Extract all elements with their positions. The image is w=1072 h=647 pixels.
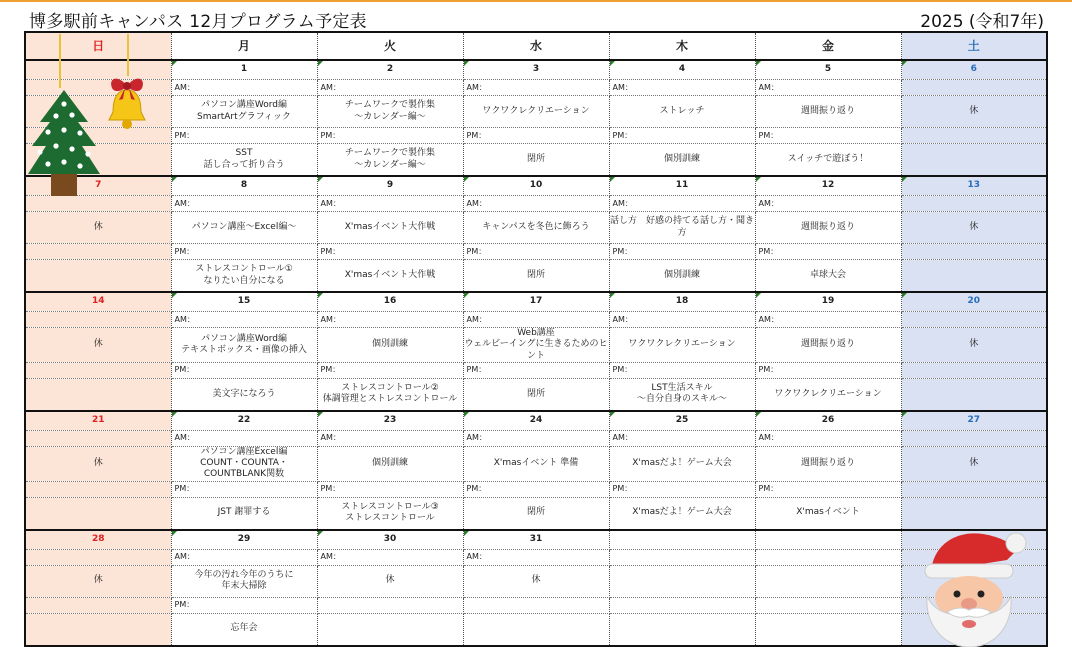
am-program: 休 [901,446,1047,481]
pm-label-row [25,597,1047,613]
pm-program: 忘年会 [171,613,317,646]
am-program: ワクワクレクリエーション [463,96,609,128]
weekday-header: 月 [171,32,317,60]
pm-program: 閉所 [463,378,609,411]
pm-program [901,378,1047,411]
day-number [901,530,1047,550]
am-program [609,565,755,597]
pm-program [901,613,1047,646]
pm-program: LST生活スキル ～自分自身のスキル～ [609,378,755,411]
pm-label: PM： [463,244,609,260]
day-number: 25 [609,411,755,431]
pm-program: ストレスコントロール① なりたい自分になる [171,260,317,293]
cell-comment-marker [172,293,177,298]
pm-program: X'masイベント大作戦 [317,260,463,293]
cell-comment-marker [902,293,907,298]
date-row [25,60,1047,80]
pm-program [25,497,171,530]
day-number: 8 [171,176,317,196]
am-label: AM： [171,430,317,446]
am-program: パソコン講座Word編 テキストボックス・画像の挿入 [171,328,317,363]
pm-label: PM： [317,244,463,260]
am-label [25,549,171,565]
cell-comment-marker [902,61,907,66]
day-number: 18 [609,292,755,312]
am-label: AM： [317,80,463,96]
pm-program: 卓球大会 [755,260,901,293]
am-program: 休 [463,565,609,597]
weekday-header: 水 [463,32,609,60]
am-program: ワクワクレクリエーション [609,328,755,363]
calendar-table [24,31,1048,647]
pm-program [25,378,171,411]
date-row [25,411,1047,431]
date-row [25,530,1047,550]
am-label: AM： [317,430,463,446]
am-label: AM： [463,549,609,565]
am-label: AM： [463,80,609,96]
pm-program: チームワークで製作集 ～カレンダー編～ [317,144,463,177]
am-program: パソコン講座Word編 SmartArtグラフィック [171,96,317,128]
pm-label [25,597,171,613]
am-label-row [25,196,1047,212]
pm-program: JST 謝罪する [171,497,317,530]
pm-label [25,362,171,378]
am-program: X'masイベント 準備 [463,446,609,481]
am-label: AM： [463,196,609,212]
calendar-body [25,32,1047,646]
day-number: 13 [901,176,1047,196]
am-label [25,430,171,446]
pm-label [901,481,1047,497]
am-label [901,430,1047,446]
pm-program: スイッチで遊ぼう！ [755,144,901,177]
cell-comment-marker [902,177,907,182]
cell-comment-marker [756,412,761,417]
am-label-row [25,80,1047,96]
cell-comment-marker [172,412,177,417]
pm-label: PM： [317,128,463,144]
pm-program [25,613,171,646]
pm-label: PM： [755,244,901,260]
pm-label: PM： [171,244,317,260]
pm-label-row [25,362,1047,378]
pm-label: PM： [171,481,317,497]
pm-program [901,497,1047,530]
pm-program [25,260,171,293]
cell-comment-marker [172,531,177,536]
am-label: AM： [171,196,317,212]
pm-label [25,481,171,497]
pm-program-row [25,497,1047,530]
am-label [25,80,171,96]
pm-program [901,260,1047,293]
cell-comment-marker [318,293,323,298]
am-program: 週間振り返り [755,212,901,244]
pm-label-row [25,244,1047,260]
pm-program-row [25,378,1047,411]
am-label-row [25,549,1047,565]
pm-program: SST 話し合って折り合う [171,144,317,177]
cell-comment-marker [610,412,615,417]
am-program: 休 [901,212,1047,244]
cell-comment-marker [756,61,761,66]
pm-label [609,597,755,613]
cell-comment-marker [318,531,323,536]
date-row [25,176,1047,196]
am-program: チームワークで製作集 ～カレンダー編～ [317,96,463,128]
day-number: 15 [171,292,317,312]
pm-label [901,362,1047,378]
pm-program-row [25,260,1047,293]
day-number: 17 [463,292,609,312]
pm-program: 閉所 [463,497,609,530]
pm-label: PM： [317,362,463,378]
weekday-header: 土 [901,32,1047,60]
day-number: 29 [171,530,317,550]
am-label: AM： [755,430,901,446]
pm-program-row [25,144,1047,177]
day-number: 30 [317,530,463,550]
cell-comment-marker [464,61,469,66]
am-program: 休 [25,446,171,481]
pm-label: PM： [171,362,317,378]
day-number: 26 [755,411,901,431]
day-number: 2 [317,60,463,80]
weekday-header: 火 [317,32,463,60]
am-program-row [25,565,1047,597]
pm-program: 閉所 [463,260,609,293]
am-label: AM： [755,196,901,212]
am-label [609,549,755,565]
cell-comment-marker [902,412,907,417]
pm-label [25,128,171,144]
year-label: 2025 (令和7年) [920,12,1044,32]
am-program-row [25,212,1047,244]
day-number: 11 [609,176,755,196]
weekday-header: 日 [25,32,171,60]
pm-program: 美文字になろう [171,378,317,411]
weekday-header-row [25,32,1047,60]
am-label: AM： [171,549,317,565]
am-label: AM： [171,80,317,96]
cell-comment-marker [464,293,469,298]
pm-program: X'masイベント [755,497,901,530]
pm-label: PM： [463,362,609,378]
am-program: 話し方 好感の持てる話し方・聞き方 [609,212,755,244]
day-number [755,530,901,550]
pm-label: PM： [463,481,609,497]
pm-label: PM： [609,244,755,260]
pm-label [901,244,1047,260]
am-program [25,96,171,128]
am-program: パソコン講座Excel編 COUNT・COUNTA・COUNTBLANK関数 [171,446,317,481]
date-row [25,292,1047,312]
pm-program [463,613,609,646]
pm-label: PM： [609,362,755,378]
pm-program: ストレスコントロール③ ストレスコントロール [317,497,463,530]
pm-label-row [25,481,1047,497]
cell-comment-marker [172,61,177,66]
day-number: 4 [609,60,755,80]
day-number: 20 [901,292,1047,312]
pm-program: 閉所 [463,144,609,177]
am-program: ストレッチ [609,96,755,128]
day-number: 28 [25,530,171,550]
pm-label: PM： [317,481,463,497]
am-program: パソコン講座～Excel編～ [171,212,317,244]
day-number: 27 [901,411,1047,431]
am-program: 休 [901,96,1047,128]
am-label-row [25,430,1047,446]
pm-program: ワクワクレクリエーション [755,378,901,411]
am-label: AM： [317,312,463,328]
day-number: 21 [25,411,171,431]
am-program: 今年の汚れ今年のうちに 年末大掃除 [171,565,317,597]
am-label: AM： [609,80,755,96]
pm-label: PM： [755,481,901,497]
am-label: AM： [755,80,901,96]
am-label [25,312,171,328]
am-label: AM： [755,312,901,328]
day-number: 3 [463,60,609,80]
cell-comment-marker [318,177,323,182]
am-program: 休 [901,328,1047,363]
am-program: 休 [25,212,171,244]
am-program: 個別訓練 [317,446,463,481]
am-label [901,549,1047,565]
am-program-row [25,96,1047,128]
am-program: 週間振り返り [755,328,901,363]
pm-label: PM： [609,481,755,497]
am-label: AM： [609,430,755,446]
am-program: キャンパスを冬色に飾ろう [463,212,609,244]
am-label: AM： [463,430,609,446]
pm-program [317,613,463,646]
am-program: X'masだよ！ゲーム大会 [609,446,755,481]
top-accent-line [0,0,1072,2]
am-label [901,80,1047,96]
pm-label-row [25,128,1047,144]
pm-program [901,144,1047,177]
am-program: X'masイベント大作戦 [317,212,463,244]
pm-program [755,613,901,646]
day-number: 16 [317,292,463,312]
day-number: 31 [463,530,609,550]
day-number: 6 [901,60,1047,80]
weekday-header: 木 [609,32,755,60]
cell-comment-marker [610,61,615,66]
day-number: 24 [463,411,609,431]
am-program [901,565,1047,597]
pm-label: PM： [171,128,317,144]
cell-comment-marker [318,61,323,66]
pm-label: PM： [609,128,755,144]
day-number: 12 [755,176,901,196]
pm-program: 個別訓練 [609,260,755,293]
am-program [755,565,901,597]
am-label: AM： [609,196,755,212]
day-number: 14 [25,292,171,312]
am-label: AM： [463,312,609,328]
cell-comment-marker [610,177,615,182]
am-label: AM： [609,312,755,328]
am-label [901,312,1047,328]
am-label [25,196,171,212]
pm-label [755,597,901,613]
cell-comment-marker [464,412,469,417]
cell-comment-marker [318,412,323,417]
pm-label [317,597,463,613]
day-number: 7 [25,176,171,196]
am-program-row [25,328,1047,363]
am-label [901,196,1047,212]
cell-comment-marker [464,531,469,536]
am-program: 休 [25,328,171,363]
pm-label [901,597,1047,613]
am-label-row [25,312,1047,328]
am-label: AM： [171,312,317,328]
pm-program: ストレスコントロール② 体調管理とストレスコントロール [317,378,463,411]
page-title: 博多駅前キャンパス 12月プログラム予定表 [29,12,367,32]
am-program: 週間振り返り [755,446,901,481]
pm-label [901,128,1047,144]
am-program: Web講座 ウェルビーイングに生きるためのヒント [464,328,608,361]
am-label: AM： [317,196,463,212]
pm-label: PM： [171,597,317,613]
pm-program-row [25,613,1047,646]
day-number: 9 [317,176,463,196]
day-number [609,530,755,550]
cell-comment-marker [464,177,469,182]
day-number: 10 [463,176,609,196]
am-label: AM： [317,549,463,565]
pm-program [609,613,755,646]
am-program: 休 [317,565,463,597]
pm-program [25,144,171,177]
day-number: 5 [755,60,901,80]
pm-label [463,597,609,613]
pm-program: X'masだよ！ゲーム大会 [609,497,755,530]
day-number: 19 [755,292,901,312]
am-program: 休 [25,565,171,597]
cell-comment-marker [756,177,761,182]
am-program: 週間振り返り [755,96,901,128]
am-program-row [25,446,1047,481]
pm-program: 個別訓練 [609,144,755,177]
weekday-header: 金 [755,32,901,60]
day-number: 23 [317,411,463,431]
cell-comment-marker [172,177,177,182]
pm-label [25,244,171,260]
cell-comment-marker [610,293,615,298]
pm-label: PM： [755,128,901,144]
cell-comment-marker [756,293,761,298]
pm-label: PM： [755,362,901,378]
day-number: 22 [171,411,317,431]
day-number: 1 [171,60,317,80]
day-number [25,60,171,80]
pm-label: PM： [463,128,609,144]
am-program: 個別訓練 [317,328,463,363]
am-label [755,549,901,565]
